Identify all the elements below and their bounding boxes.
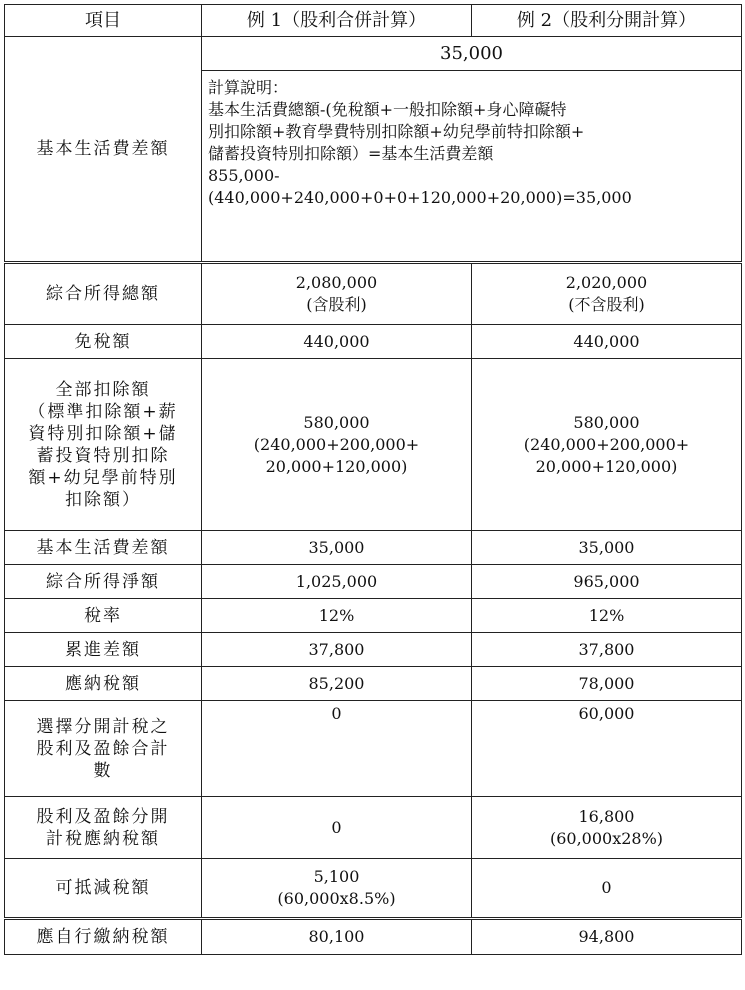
row-label <box>5 797 202 859</box>
cell-line: 扣除額） <box>65 489 141 510</box>
table-row <box>5 919 742 955</box>
note-line: 計算說明： <box>208 78 289 97</box>
cell-line: 20,000+120,000) <box>535 456 678 476</box>
cell-line: 965,000 <box>573 571 640 591</box>
row-label <box>5 325 202 359</box>
row-label <box>5 359 202 531</box>
cell-line: 應自行繳納稅額 <box>36 927 170 947</box>
cell-line: (含股利) <box>306 295 367 314</box>
example-2-cell <box>472 263 742 325</box>
cell-line: 稅率 <box>84 605 122 626</box>
basic-living-value: 35,000 <box>202 37 742 71</box>
cell-line: 額+幼兒學前特別 <box>28 467 178 488</box>
example-1-cell <box>202 919 472 955</box>
cell-line: 股利及盈餘分開 <box>36 806 170 827</box>
example-2-cell <box>472 325 742 359</box>
example-2-cell <box>472 859 742 919</box>
row-label <box>5 633 202 667</box>
table-row <box>5 797 742 859</box>
cell-line: 2,020,000 <box>565 273 648 292</box>
cell-line: 16,800 <box>578 806 635 826</box>
cell-line: （標準扣除額+薪 <box>28 401 178 422</box>
cell-line: 應納稅額 <box>65 673 141 694</box>
example-1-cell <box>202 325 472 359</box>
cell-line: 60,000 <box>578 704 635 723</box>
table-row <box>5 531 742 565</box>
cell-line: 資特別扣除額+儲 <box>28 423 178 444</box>
row-label <box>5 667 202 701</box>
example-1-cell <box>202 797 472 859</box>
row-label <box>5 701 202 797</box>
cell-line: 綜合所得淨額 <box>46 571 160 592</box>
calculation-note <box>202 71 742 263</box>
table-row <box>5 263 742 325</box>
cell-line: 37,800 <box>308 639 365 659</box>
cell-line: 580,000 <box>303 412 370 432</box>
table-row <box>5 599 742 633</box>
row-label <box>5 263 202 325</box>
cell-line: 5,100 <box>313 867 360 886</box>
example-1-cell <box>202 531 472 565</box>
cell-line: (60,000x8.5%) <box>277 889 396 908</box>
example-2-cell <box>472 701 742 797</box>
cell-line: 選擇分開計稅之 <box>36 716 170 737</box>
note-line: 基本生活費總額-(免稅額+一般扣除額+身心障礙特 <box>208 100 567 119</box>
cell-line: 股利及盈餘合計 <box>36 738 170 759</box>
cell-line: 440,000 <box>573 331 640 351</box>
note-line: 855,000- <box>208 166 280 185</box>
table-row <box>5 667 742 701</box>
cell-line: 蓄投資特別扣除 <box>36 445 170 466</box>
row-label <box>5 859 202 919</box>
table-row <box>5 325 742 359</box>
cell-line: 580,000 <box>573 412 640 432</box>
example-1-cell <box>202 599 472 633</box>
cell-line: 綜合所得總額 <box>46 284 160 304</box>
cell-line: 20,000+120,000) <box>265 456 408 476</box>
cell-line: 免稅額 <box>74 331 132 352</box>
table-row <box>5 701 742 797</box>
cell-line: (不含股利) <box>568 295 645 314</box>
cell-line: 1,025,000 <box>295 571 378 591</box>
example-2-cell <box>472 667 742 701</box>
cell-line: 累進差額 <box>65 639 141 660</box>
cell-line: 全部扣除額 <box>55 379 151 400</box>
example-1-cell <box>202 565 472 599</box>
cell-line: 85,200 <box>308 673 365 693</box>
tax-comparison-table <box>4 4 742 955</box>
example-2-cell <box>472 599 742 633</box>
cell-line: 37,800 <box>578 639 635 659</box>
cell-line: 計稅應納稅額 <box>46 828 160 849</box>
cell-line: 0 <box>601 878 612 897</box>
cell-line: 440,000 <box>303 331 370 351</box>
cell-line: 0 <box>331 704 342 723</box>
example-2-cell <box>472 797 742 859</box>
example-2-cell <box>472 531 742 565</box>
example-1-cell <box>202 359 472 531</box>
row-label <box>5 919 202 955</box>
header-example-2: 例 2（股利分開計算） <box>472 5 742 37</box>
note-line: 儲蓄投資特別扣除額）=基本生活費差額 <box>208 144 494 163</box>
example-2-cell <box>472 359 742 531</box>
cell-line: 數 <box>93 760 113 781</box>
table-row <box>5 633 742 667</box>
example-1-cell <box>202 859 472 919</box>
table-row <box>5 359 742 531</box>
example-2-cell <box>472 919 742 955</box>
note-line: (440,000+240,000+0+0+120,000+20,000)=35,000 <box>208 188 632 207</box>
cell-line: 0 <box>331 817 342 837</box>
cell-line: 80,100 <box>308 927 365 946</box>
cell-line: 12% <box>588 605 625 625</box>
cell-line: 35,000 <box>308 537 365 557</box>
example-2-cell <box>472 565 742 599</box>
cell-line: 12% <box>318 605 355 625</box>
cell-line: (60,000x28%) <box>549 828 664 848</box>
cell-line: (240,000+200,000+ <box>253 434 420 454</box>
cell-line: (240,000+200,000+ <box>523 434 690 454</box>
cell-line: 35,000 <box>578 537 635 557</box>
header-example-1: 例 1（股利合併計算） <box>202 5 472 37</box>
basic-living-value-row <box>5 37 742 71</box>
cell-line: 78,000 <box>578 673 635 693</box>
example-1-cell <box>202 633 472 667</box>
cell-line: 可抵減稅額 <box>55 878 151 898</box>
table-row <box>5 859 742 919</box>
example-1-cell <box>202 701 472 797</box>
basic-living-label: 基本生活費差額 <box>5 37 202 263</box>
data-rows <box>5 263 742 955</box>
row-label <box>5 565 202 599</box>
cell-line: 94,800 <box>578 927 635 946</box>
example-1-cell <box>202 263 472 325</box>
header-item: 項目 <box>5 5 202 37</box>
cell-line: 2,080,000 <box>295 273 378 292</box>
cell-line: 基本生活費差額 <box>36 537 170 558</box>
note-line: 別扣除額+教育學費特別扣除額+幼兒學前特扣除額+ <box>208 122 585 141</box>
example-1-cell <box>202 667 472 701</box>
row-label <box>5 531 202 565</box>
row-label <box>5 599 202 633</box>
header-row <box>5 5 742 37</box>
example-2-cell <box>472 633 742 667</box>
table-row <box>5 565 742 599</box>
